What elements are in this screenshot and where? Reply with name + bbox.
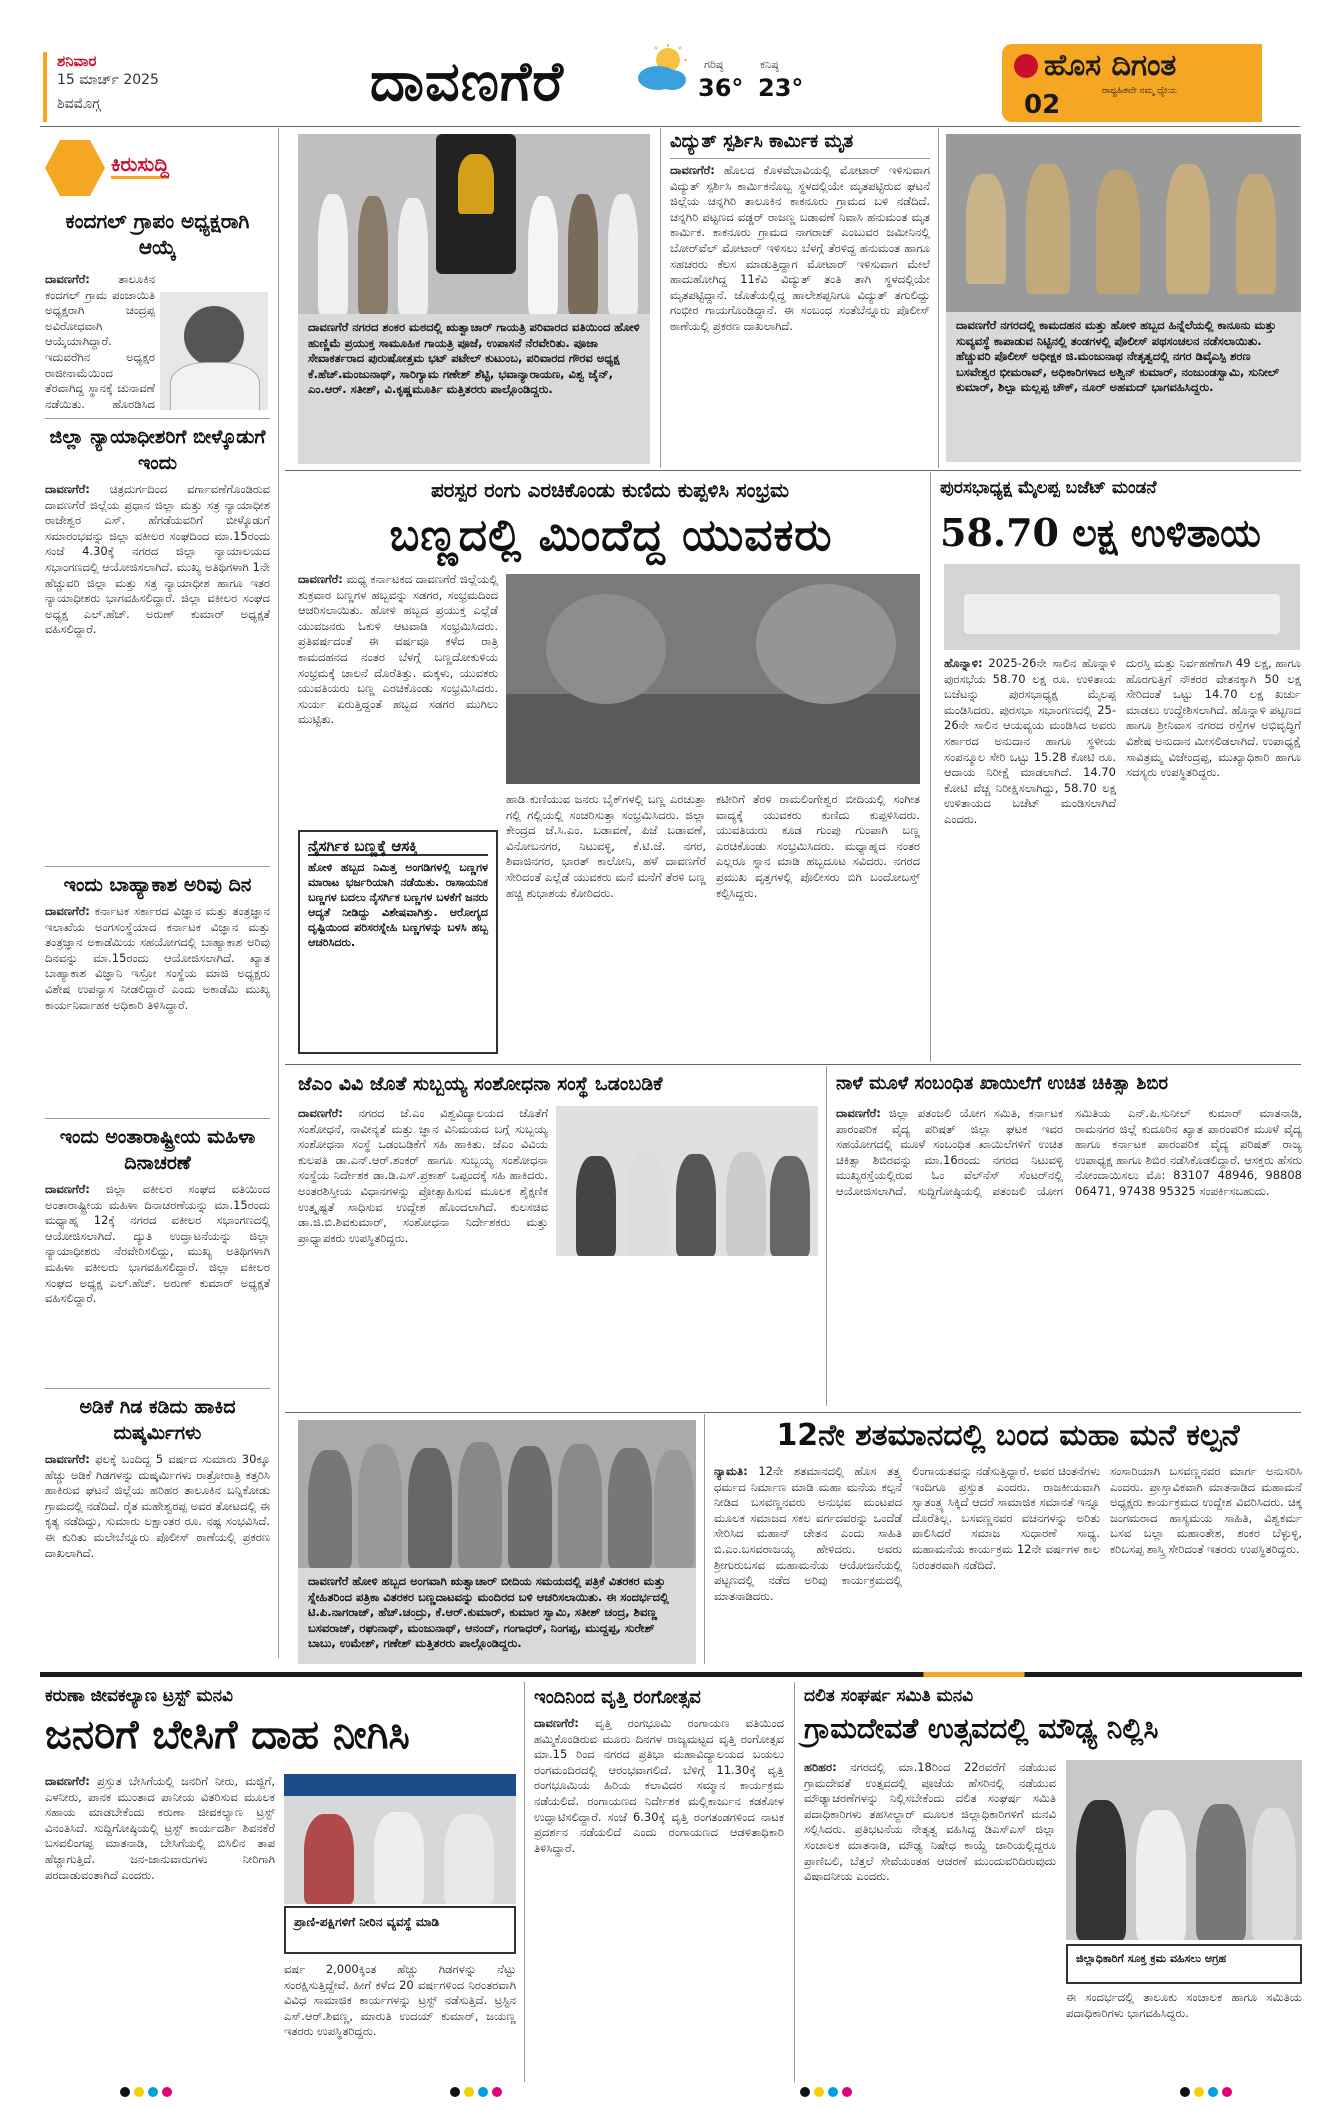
kiru-body <box>45 1182 270 1394</box>
paper-tagline: ರಾಷ್ಟ್ರಹಿತವೇ ನಮ್ಮ ಧ್ಯೇಯ <box>1102 86 1177 96</box>
kiru-item-1 <box>45 208 270 260</box>
color-divider <box>40 1672 1302 1677</box>
budget-body-1-text: 2025-26ನೇ ಸಾಲಿನ ಹೊನ್ನಾಳಿ ಪುರಸಭೆಯ 58.70 ಲಕ್ಷ ರೂ. ಉಳಿತಾಯ ಬಜೆಟನ್ನು ಪುರಸಭಾಧ್ಯಕ್ಷ ಮೈಲಪ್ಪ ಮಂಡಿಸಿದರು. ಪುರಸಭಾ ಸಭಾಂಗಣದಲ್ಲಿ 25-26ನೇ ಸಾಲಿನ ಆಯವ್ಯಯ ಮಂಡಿಸಿದ ಅವರು ಸರ್ಕಾರದ ಅನುದಾನ ಹಾಗೂ ಸ್ಥಳೀಯ ಸಂಪನ್ಮೂಲ ಸೇರಿ ಒಟ್ಟು 15.28 ಕೋಟಿ ರೂ. ಆದಾಯ ನಿರೀಕ್ಷೆ ಮಾಡಲಾಗಿದೆ. 14.70 ಕೋಟಿ ವೆಚ್ಚ ನಿರೀಕ್ಷಿಸಲಾಗಿದ್ದು, 58.70 ಲಕ್ಷ ಉಳಿತಾಯದ ಬಜೆಟ್ ಮಂಡಿಸಲಾಗಿದೆ ಎಂದರು. <box>944 656 1116 826</box>
divider <box>45 418 270 419</box>
karuna-dateline: ದಾವಣಗೆರೆ: <box>45 1774 90 1788</box>
column-rule <box>826 1066 827 1406</box>
gayatri-pooja-caption: ದಾವಣಗೆರೆ ನಗರದ ಶಂಕರ ಮಠದಲ್ಲಿ ಋತ್ವಾಚಾರ್ ಗಾಯತ್ರಿ ಪರಿವಾರದ ವತಿಯಿಂದ ಹೋಳಿ ಹುಣ್ಣಿಮೆ ಪ್ರಯುಕ್ತ ಸಾಮೂಹಿಕ ಗಾಯತ್ರಿ ಪೂಜೆ, ಉಪಾಸನೆ ನೆರವೇರಿತು. ಪೂಜಾ ಸೇವಾಕರ್ತರಾದ ಪುರುಷೋತ್ತಮ ಭಟ್ ಪಟೇಲ್ ಕುಟುಂಬ, ಪರಿವಾರದ ಗೌರವ ಅಧ್ಯಕ್ಷ ಕೆ.ಹೆಚ್.ಮಂಜುನಾಥ್, ಸಾರಿಗ್ಯಾಮ ಗಣೇಶ್ ಶೆಟ್ಟಿ, ಭವಾನ್ಯಾರಾಯಣ, ವಿಶ್ವ ಜೈನ್, ಎಂ.ಆರ್. ಸತೀಶ್, ವಿ.ಕೃಷ್ಣಮೂರ್ತಿ ಮತ್ತಿತರರು ಪಾಲ್ಗೊಂಡಿದ್ದರು. <box>298 314 650 464</box>
mou-body-text: ನಗರದ ಜೆ.ಎಂ ವಿಶ್ವವಿದ್ಯಾಲಯದ ಜೊತೆಗೆ ಸಂಶೋಧನೆ, ನಾವೀನ್ಯತೆ ಮತ್ತು ಜ್ಞಾನ ವಿನಿಮಯದ ಬಗ್ಗೆ ಸುಬ್ಬಯ್ಯ ಸಂಶೋಧನಾ ಸಂಸ್ಥೆ ಒಡಂಬಡಿಕೆಗೆ ಸಹಿ ಹಾಕಿತು. ಜೆಎಂ ವಿವಿಯ ಕುಲಪತಿ ಡಾ.ಎನ್.ಆರ್.ಶಂಕರ್ ಹಾಗೂ ಸುಬ್ಬಯ್ಯ ಸಂಶೋಧನಾ ಸಂಸ್ಥೆಯ ನಿರ್ದೇಶಕ ಡಾ.ಡಿ.ಎಸ್.ಪ್ರಕಾಶ್ ಒಪ್ಪಂದಕ್ಕೆ ಸಹಿ ಹಾಕಿದರು. ಅಂತರಶಿಸ್ತೀಯ ವಿಧಾನಗಳನ್ನು ಪ್ರೋತ್ಸಾಹಿಸುವ ಮೂಲಕ ಶೈಕ್ಷಣಿಕ ಉತ್ಕೃಷ್ಟತೆ ಸಾಧಿಸುವ ಉದ್ದೇಶ ಹೊಂದಲಾಗಿದೆ. ಕುಲಸಚಿವ ಡಾ.ಜಿ.ಬಿ.ಶಿವಕುಮಾರ್, ಸಂಶೋಧನಾ ನಿರ್ದೇಶಕರು ಮತ್ತು ಪ್ರಾಧ್ಯಾಪಕರು ಉಪಸ್ಥಿತರಿದ್ದರು. <box>298 1106 548 1245</box>
column-rule <box>278 128 279 1658</box>
holi-headline: ಬಣ್ಣದಲ್ಲಿ ಮಿಂದೆದ್ದ ಯುವಕರು <box>389 510 833 561</box>
header-date: 15 ಮಾರ್ಚ್ 2025 <box>57 72 159 88</box>
karuna-body-2-text: ವರ್ಷ 2,000ಕ್ಕಿಂತ ಹೆಚ್ಚು ಗಿಡಗಳನ್ನು ನೆಟ್ಟು ಸಂರಕ್ಷಿಸುತ್ತಿದ್ದೇವೆ. ಹೀಗೆ ಕಳೆದ 20 ವರ್ಷಗಳಿಂದ ನಿರಂತರವಾಗಿ ವಿವಿಧ ಸಾಮಾಜಿಕ ಕಾರ್ಯಗಳನ್ನು ಟ್ರಸ್ಟ್ ನಡೆಸುತ್ತಿದೆ. ಟ್ರಸ್ಟಿನ ಎಸ್.ಆರ್.ಶಿವಣ್ಣ, ಮಾರುತಿ ಉದಯ್ ಕುಮಾರ್, ಜಯಣ್ಣ ಇತರರು ಉಪಸ್ಥಿತರಿದ್ದರು. <box>284 1962 516 2039</box>
registration-marks-left <box>120 2087 172 2097</box>
header-day: ಶನಿವಾರ <box>57 52 97 70</box>
drama-dateline: ದಾವಣಗೆರೆ: <box>534 1716 579 1730</box>
divider <box>285 1064 1301 1065</box>
kiru-title: ಇಂದು ಬಾಹ್ಯಾಕಾಶ ಅರಿವು ದಿನ <box>63 874 252 896</box>
worker-death-dateline: ದಾವಣಗೆರೆ: <box>670 163 715 177</box>
registration-marks-right-mid <box>800 2087 852 2097</box>
column-rule <box>660 128 661 468</box>
kiru-body: ತಾಲೂಕಿನ ಕಂದಗಲ್ ಗ್ರಾಮ ಪಂಚಾಯಿತಿ ಅಧ್ಯಕ್ಷರಾಗಿ ಚಂದ್ರಪ್ಪ ಅವಿರೋಧವಾಗಿ ಆಯ್ಕೆಯಾಗಿದ್ದಾರೆ. ಇದುವರೆಗಿನ ಅಧ್ಯಕ್ಷರ ರಾಜೀನಾಮೆಯಿಂದ ತೆರವಾಗಿದ್ದ ಸ್ಥಾನಕ್ಕೆ ಚುನಾವಣೆ ನಡೆಯಿತು. ಹೊರಡಿಸಿದ <box>45 272 155 411</box>
min-temp-label: ಕನಿಷ್ಠ <box>760 58 779 71</box>
holi-box-title: ನೈಸರ್ಗಿಕ ಬಣ್ಣಕ್ಕೆ ಆಸಕ್ತಿ <box>308 838 488 856</box>
holi-box-body: ಹೋಳಿ ಹಬ್ಬದ ನಿಮಿತ್ತ ಅಂಗಡಿಗಳಲ್ಲಿ ಬಣ್ಣಗಳ ಮಾರಾಟ ಭರ್ಜರಿಯಾಗಿ ನಡೆಯಿತು. ರಾಸಾಯನಿಕ ಬಣ್ಣಗಳ ಬದಲು ನೈಸರ್ಗಿಕ ಬಣ್ಣಗಳ ಬಳಕೆಗೆ ಜನರು ಆದ್ಯತೆ ನೀಡಿದ್ದು ವಿಶೇಷವಾಗಿತ್ತು. ಆರೋಗ್ಯದ ದೃಷ್ಟಿಯಿಂದ ಪರಿಸರಸ್ನೇಹಿ ಬಣ್ಣಗಳನ್ನು ಬಳಸಿ ಹಬ್ಬ ಆಚರಿಸಿದರು. <box>308 861 488 949</box>
health-camp-title: ನಾಳೆ ಮೂಳೆ ಸಂಬಂಧಿತ ಖಾಯಿಲೆಗೆ ಉಚಿತ ಚಿಕಿತ್ಸಾ ಶಿಬಿರ <box>836 1073 1168 1094</box>
karuna-body-1 <box>45 1774 275 2078</box>
weather-icon <box>632 44 692 94</box>
maha-mane-body-1-text: 12ನೇ ಶತಮಾನದಲ್ಲಿ ಹೊಸ ತತ್ತ್ವ ಧರ್ಮದ ನಿರ್ಮಾಣ ಮಾಡಿ ಮಹಾ ಮನೆಯ ಕಲ್ಪನೆ ನೀಡಿದ ಬಸವಣ್ಣನವರು ಅನುಭವ ಮಂಟಪದ ಮೂಲಕ ಸಮಾಜದ ಸಕಲ ವರ್ಗದವರನ್ನು ಒಂದೆಡೆ ಸೇರಿಸಿದ ಮಹಾನ್ ಚೇತನ ಎಂದು ಸಾಹಿತಿ ಬಿ.ಎಂ.ಬಸವರಾಜಯ್ಯ ಹೇಳಿದರು. ಅವರು ಶ್ರೀಗುರುಬಸವ ಮಹಾಮನೆಯ ಆಯೋಜನೆಯಲ್ಲಿ ಪಟ್ಟಣದಲ್ಲಿ ನಡೆದ ಅರಿವು ಕಾರ್ಯಕ್ರಮದಲ್ಲಿ ಮಾತನಾಡಿದರು. <box>714 1464 902 1603</box>
dalit-kicker: ದಲಿತ ಸಂಘರ್ಷ ಸಮಿತಿ ಮನವಿ <box>804 1686 974 1706</box>
kiru-item-5 <box>45 1394 270 1662</box>
mou-body-1 <box>298 1106 548 1406</box>
kiru-badge-text: ಕಿರುಸುದ್ದಿ <box>111 152 169 179</box>
karuna-box: ಪ್ರಾಣಿ-ಪಕ್ಷಿಗಳಿಗೆ ನೀರಿನ ವ್ಯವಸ್ಥೆ ಮಾಡಿ <box>284 1906 516 1954</box>
divider <box>285 1412 1301 1413</box>
drama-body-text: ವೃತ್ತಿ ರಂಗಭೂಮಿ ರಂಗಾಯಣ ವತಿಯಿಂದ ಹಮ್ಮಿಕೊಂಡಿರುವ ಮೂರು ದಿನಗಳ ರಾಜ್ಯಮಟ್ಟದ ವೃತ್ತಿ ರಂಗೋತ್ಸವ ಮಾ.15 ರಿಂದ ನಗರದ ಪ್ರತಿಭಾ ಮಹಾವಿದ್ಯಾಲಯದ ಬಯಲು ರಂಗಮಂದಿರದಲ್ಲಿ ಆರಂಭವಾಗಲಿದೆ. ಬೆಳಿಗ್ಗೆ 11.30ಕ್ಕೆ ವೃತ್ತಿ ರಂಗಭೂಮಿಯ ಹಿರಿಯ ಕಲಾವಿದರ ಸಮ್ಮಾನ ಕಾರ್ಯಕ್ರಮ ನಡೆಯಲಿದೆ. ರಂಗಾಯಣದ ನಿರ್ದೇಶಕ ಮಲ್ಲಿಕಾರ್ಜುನ ಕಡಕೋಳ ಉದ್ಘಾಟಿಸಲಿದ್ದಾರೆ. ಸಂಜೆ 6.30ಕ್ಕೆ ವೃತ್ತಿ ರಂಗತಂಡಗಳಿಂದ ನಾಟಕ ಪ್ರದರ್ಶನ ನಡೆಯಲಿದೆ ಎಂದು ರಂಗಾಯಣದ ಆಡಳಿತಾಧಿಕಾರಿ ತಿಳಿಸಿದ್ದಾರೆ. <box>534 1716 784 1855</box>
divider <box>45 1118 270 1119</box>
column-rule <box>704 1414 705 1664</box>
mou-dateline: ದಾವಣಗೆರೆ: <box>298 1106 343 1120</box>
vendors-holi-photo <box>298 1420 696 1568</box>
gayatri-pooja-photo <box>298 134 650 314</box>
maha-mane-body-3 <box>1110 1464 1302 1664</box>
kiru-dateline: ದಾವಣಗೆರೆ: <box>45 1452 90 1466</box>
dalit-photo <box>1066 1760 1302 1940</box>
brand-logo-icon <box>1014 54 1038 78</box>
mou-photo <box>556 1106 818 1256</box>
vendors-holi-caption: ದಾವಣಗೆರೆ ಹೋಳಿ ಹಬ್ಬದ ಅಂಗವಾಗಿ ಋತ್ವಾಚಾರ್ ಬೀದಿಯ ಸಮಯದಲ್ಲಿ ಪತ್ರಿಕೆ ವಿತರಕರ ಮತ್ತು ಸ್ನೇಹಿತರಿಂದ ಪತ್ರಿಕಾ ವಿತರಕರ ಬಣ್ಣದಾಟವನ್ನು ಮಂದಿರದ ಬಳಿ ಆಚರಿಸಲಾಯಿತು. ಈ ಸಂದರ್ಭದಲ್ಲಿ ಟಿ.ಪಿ.ನಾಗರಾಜ್, ಹೆಚ್.ಚಂದ್ರು, ಕೆ.ಆರ್.ಕುಮಾರ್, ಕುಮಾರ ಸ್ವಾಮಿ, ಸತೀಶ್ ಚಂದ್ರ, ಶಿವಣ್ಣ ಬಸವರಾಜ್, ರಘುನಾಥ್, ಮಂಜುನಾಥ್, ಆನಂದ್, ಗಂಗಾಧರ್, ನಿಂಗಪ್ಪ, ಮುದ್ದಪ್ಪ, ಸುರೇಶ್ ಬಾಬು, ಉಮೇಶ್, ಗಣೇಶ್ ಮತ್ತಿತರರು ಪಾಲ್ಗೊಂಡಿದ್ದರು. <box>298 1568 696 1664</box>
worker-death-story <box>670 130 930 463</box>
column-rule <box>938 128 939 468</box>
dalit-headline: ಗ್ರಾಮದೇವತೆ ಉತ್ಸವದಲ್ಲಿ ಮೌಢ್ಯ ನಿಲ್ಲಿಸಿ <box>804 1712 1159 1745</box>
karuna-kicker: ಕರುಣಾ ಜೀವಕಲ್ಯಾಣ ಟ್ರಸ್ಟ್ ಮನವಿ <box>45 1686 233 1706</box>
masthead: ದಾವಣಗೆರೆ <box>370 50 564 113</box>
budget-headline: 58.70 ಲಕ್ಷ ಉಳಿತಾಯ <box>940 510 1261 555</box>
kiru-body <box>45 1452 270 1662</box>
karuna-body-2 <box>284 1962 516 2078</box>
column-rule <box>794 1682 795 2082</box>
kiru-title: ಅಡಿಕೆ ಗಿಡ ಕಡಿದು ಹಾಕಿದ ದುಷ್ಕರ್ಮಿಗಳು <box>79 1396 236 1444</box>
health-camp-dateline: ದಾವಣಗೆರೆ: <box>836 1106 881 1120</box>
karuna-body-1-text: ಪ್ರಸ್ತುತ ಬೇಸಿಗೆಯಲ್ಲಿ ಜನರಿಗೆ ನೀರು, ಮಜ್ಜಿಗೆ, ಎಳನೀರು, ಪಾನಕ ಮುಂತಾದ ಪಾನೀಯ ವಿತರಿಸುವ ಮೂಲಕ ಸಹಾಯ ಮಾಡಬೇಕೆಂದು ಕರುಣಾ ಜೀವಕಲ್ಯಾಣ ಟ್ರಸ್ಟ್ ವಿನಂತಿಸಿದೆ. ಸುದ್ದಿಗೋಷ್ಠಿಯಲ್ಲಿ ಟ್ರಸ್ಟ್ ಕಾರ್ಯದರ್ಶಿ ಶಿವನಕೆರೆ ಬಸವಲಿಂಗಪ್ಪ ಮಾತನಾಡಿ, ಬೇಸಿಗೆಯಲ್ಲಿ ಬಿಸಿಲಿನ ತಾಪ ಹೆಚ್ಚಾಗುತ್ತಿದೆ. ಜನ-ಜಾನುವಾರುಗಳು ನೀರಿಗಾಗಿ ಪರದಾಡುವಂತಾಗಿದೆ ಎಂದರು. <box>45 1774 275 1882</box>
maha-mane-title: 12ನೇ ಶತಮಾನದಲ್ಲಿ ಬಂದ ಮಹಾ ಮನೆ ಕಲ್ಪನೆ <box>776 1418 1240 1453</box>
person-photo <box>160 292 268 410</box>
karuna-photo <box>284 1774 516 1904</box>
budget-kicker: ಪುರಸಭಾಧ್ಯಕ್ಷ ಮೈಲಪ್ಪ ಬಜೆಟ್ ಮಂಡನೆ <box>940 478 1157 498</box>
kiru-title: ಜಿಲ್ಲಾ ನ್ಯಾಯಾಧೀಶರಿಗೆ ಬೀಳ್ಕೊಡುಗೆ ಇಂದು <box>49 426 266 474</box>
kiru-badge <box>45 140 255 196</box>
dalit-body-2-text: ಈ ಸಂದರ್ಭದಲ್ಲಿ ತಾಲೂಕು ಸಂಚಾಲಕ ಹಾಗೂ ಸಮಿತಿಯ ಪದಾಧಿಕಾರಿಗಳು ಭಾಗವಹಿಸಿದ್ದರು. <box>1066 1990 1302 2020</box>
holi-dateline: ದಾವಣಗೆರೆ: <box>298 572 343 586</box>
health-camp-body <box>836 1106 1302 1406</box>
budget-photo <box>944 564 1300 650</box>
worker-death-text: ಹೊಲದ ಕೊಳವೆಬಾವಿಯಲ್ಲಿ ಮೋಟಾರ್ ಇಳಿಸುವಾಗ ವಿದ್ಯುತ್ ಸ್ಪರ್ಶಿಸಿ ಕಾರ್ಮಿಕನೊಬ್ಬ ಸ್ಥಳದಲ್ಲಿಯೇ ಮೃತಪಟ್ಟಿರುವ ಘಟನೆ ಜಿಲ್ಲೆಯ ಚನ್ನಗಿರಿ ತಾಲೂಕಿನ ಕಾಕನೂರು ಗ್ರಾಮದ ಬಳಿ ನಡೆದಿದೆ. ಚನ್ನಗಿರಿ ಪಟ್ಟಣದ ವಡ್ಡರ್ ರಾಜಣ್ಣ ಬಡಾವಣೆ ನಿವಾಸಿ ಹನುಮಂತ ಮೃತ ಕಾರ್ಮಿಕ. ಕಾಕನೂರು ಗ್ರಾಮದ ನಾಗರಾಜ್ ಎಂಬುವರ ಜಮೀನಿನಲ್ಲಿ ಬೋರ್‌ವೆಲ್ ಮೋಟಾರ್ ಇಳಿಸಲು ಬೆಳಗ್ಗೆ ತೆರಳಿದ್ದ ಹನುಮಂತ ಹಾಗೂ ಸಹಚರರು ಕೆಲಸ ಮಾಡುತ್ತಿದ್ದಾಗ ಮೋಟಾರ್ ಇಳಿಸುವಾಗ ಮೇಲೆ ಹಾದುಹೋಗಿದ್ದ 11ಕೆವಿ ವಿದ್ಯುತ್ ತಂತಿ ತಾಗಿ ಸ್ಥಳದಲ್ಲಿಯೇ ಮೃತಪಟ್ಟಿದ್ದಾನೆ. ಜೊತೆಯಲ್ಲಿದ್ದ ಹಾಲೇಶಪ್ಪನಿಗೂ ವಿದ್ಯುತ್ ತಗುಲಿದ್ದು ಗಂಭೀರ ಗಾಯಗೊಂಡಿದ್ದಾನೆ. ಈ ಸಂಬಂಧ ಸಂತೆಬೆನ್ನೂರು ಪೊಲೀಸ್ ಠಾಣೆಯಲ್ಲಿ ಪ್ರಕರಣ ದಾಖಲಾಗಿದೆ. <box>670 163 930 333</box>
dalit-body-2 <box>1066 1990 1302 2078</box>
kiru-dateline: ದಾವಣಗೆರೆ: <box>45 904 90 918</box>
column-rule <box>524 1682 525 2082</box>
kiru-body-text: ಚಿತ್ರದುರ್ಗದಿಂದ ವರ್ಗಾವಣೆಗೊಂಡಿರುವ ದಾವಣಗೆರೆ ಜಿಲ್ಲೆಯ ಪ್ರಧಾನ ಜಿಲ್ಲಾ ಮತ್ತು ಸತ್ರ ನ್ಯಾಯಾಧೀಶ ರಾಜೇಶ್ವರ ಎಸ್. ಹೆಗಡೆಯವರಿಗೆ ಬೀಳ್ಕೊಡುಗೆ ಸಮಾರಂಭವನ್ನು ಜಿಲ್ಲಾ ವಕೀಲರ ಸಂಘದಿಂದ ಮಾ.15ರಂದು ಸಂಜೆ 4.30ಕ್ಕೆ ನಗರದ ಜಿಲ್ಲಾ ನ್ಯಾಯಾಲಯದ ಸಭಾಂಗಣದಲ್ಲಿ ಆಯೋಜಿಸಲಾಗಿದೆ. ಮುಖ್ಯ ಅತಿಥಿಗಳಾಗಿ 1ನೇ ಹೆಚ್ಚುವರಿ ಜಿಲ್ಲಾ ಮತ್ತು ಸತ್ರ ನ್ಯಾಯಾಧೀಶ ಹಾಗೂ ಇತರ ನ್ಯಾಯಾಧೀಶರು ಭಾಗವಹಿಸಲಿದ್ದಾರೆ. ಜಿಲ್ಲಾ ವಕೀಲರ ಸಂಘದ ಅಧ್ಯಕ್ಷ ಎಲ್.ಹೆಚ್. ಅರುಣ್ ಕುಮಾರ್ ಅಧ್ಯಕ್ಷತೆ ವಹಿಸಲಿದ್ದಾರೆ. <box>45 482 270 637</box>
kiru-item-3 <box>45 872 270 1134</box>
holi-body-1 <box>298 572 498 822</box>
drama-title: ಇಂದಿನಿಂದ ವೃತ್ತಿ ರಂಗೋತ್ಸವ <box>534 1687 701 1708</box>
header-rule <box>40 126 1300 127</box>
budget-body-2 <box>1126 656 1301 1054</box>
dalit-body-text: ನಗರದಲ್ಲಿ ಮಾ.18ರಿಂದ 22ರವರೆಗೆ ನಡೆಯುವ ಗ್ರಾಮದೇವತೆ ಉತ್ಸವದಲ್ಲಿ ಪೂಜೆಯ ಹೆಸರಿನಲ್ಲಿ ನಡೆಯುವ ಮೌಢ್ಯಾಚರಣೆಗಳನ್ನು ನಿಲ್ಲಿಸಬೇಕೆಂದು ದಲಿತ ಸಂಘರ್ಷ ಸಮಿತಿ ಪದಾಧಿಕಾರಿಗಳು ತಹಸೀಲ್ದಾರ್ ಮೂಲಕ ಜಿಲ್ಲಾಧಿಕಾರಿಗಳಿಗೆ ಮನವಿ ಸಲ್ಲಿಸಿದರು. ಪ್ರತಿಭಟನೆಯ ನೇತೃತ್ವ ವಹಿಸಿದ್ದ ಡಿಎಸ್‌ಎಸ್ ಜಿಲ್ಲಾ ಸಂಚಾಲಕ ಮಾತನಾಡಿ, ಮೌಢ್ಯ ನಿಷೇಧ ಕಾಯ್ದೆ ಜಾರಿಯಲ್ಲಿದ್ದರೂ ಪ್ರಾಣಿಬಲಿ, ಬೆತ್ತಲೆ ಸೇವೆಯಂತಹ ಆಚರಣೆ ಮುಂದುವರಿದಿರುವುದು ವಿಷಾದನೀಯ ಎಂದರು. <box>804 1760 1056 1884</box>
holi-body-2-text: ಹಾಡಿ ಕುಣಿಯುವ ಜನರು ಬೈಕ್‌ಗಳಲ್ಲಿ ಬಣ್ಣ ಎರಚುತ್ತಾ ಗಲ್ಲಿ ಗಲ್ಲಿಯಲ್ಲಿ ಸಂಚರಿಸುತ್ತಾ ಸಂಭ್ರಮಿಸಿದರು. ಜಿಲ್ಲಾ ಕೇಂದ್ರದ ಜೆ.ಸಿ.ಎಂ. ಬಡಾವಣೆ, ಪಿಜೆ ಬಡಾವಣೆ, ವಿನೋಬನಗರ, ನಿಟುವಳ್ಳಿ, ಕೆ.ಟಿ.ಜೆ. ನಗರ, ಶಿವಾಜಿನಗರ, ಭಾರತ್ ಕಾಲೋನಿ, ಹಳೆ ದಾವಣಗೆರೆ ಸೇರಿದಂತೆ ಎಲ್ಲೆಡೆ ಯುವಕರು ಮನೆ ಮನೆಗೆ ತೆರಳಿ ಬಣ್ಣ ಹಚ್ಚಿ ಶುಭಾಶಯ ಕೋರಿದರು. <box>506 792 706 900</box>
kiru-body <box>45 482 270 777</box>
kiru-item-2 <box>45 424 270 777</box>
kiru-dateline: ದಾವಣಗೆರೆ: <box>45 1182 90 1196</box>
holi-body-1-text: ಮಧ್ಯ ಕರ್ನಾಟಕದ ದಾವಣಗೆರೆ ಜಿಲ್ಲೆಯಲ್ಲಿ ಶುಕ್ರವಾರ ಬಣ್ಣಗಳ ಹಬ್ಬವನ್ನು ಸಡಗರ, ಸಂಭ್ರಮದಿಂದ ಆಚರಿಸಲಾಯಿತು. ಹೋಳಿ ಹಬ್ಬದ ಪ್ರಯುಕ್ತ ಎಲ್ಲೆಡೆ ಯುವಜನರು ಓಕುಳಿ ಆಟವಾಡಿ ಸಂಭ್ರಮಿಸಿದರು. ಪ್ರತಿವರ್ಷದಂತೆ ಈ ವರ್ಷವೂ ಕಳೆದ ರಾತ್ರಿ ಕಾಮದಹನದ ನಂತರ ಬೆಳಗ್ಗೆ ಬಣ್ಣದೋಕುಳಿಯ ಸಂಭ್ರಮಕ್ಕೆ ಚಾಲನೆ ದೊರೆತಿತ್ತು. ಮಕ್ಕಳು, ಯುವಕರು ಯುವತಿಯರು ಬಣ್ಣ ಎರಚಿಕೊಂಡು ಸಂಭ್ರಮಿಸಿದರು. ಸುರ್ಯ ಏರುತ್ತಿದ್ದಂತೆ ಹಬ್ಬದ ಸಡಗರ ಮುಗಿಲು ಮುಟ್ಟಿತು. <box>298 572 498 727</box>
kiru-dateline: ದಾವಣಗೆರೆ: <box>45 482 90 496</box>
worker-death-body <box>670 163 930 463</box>
kiru-body-text: ಕರ್ನಾಟಕ ಸರ್ಕಾರದ ವಿಜ್ಞಾನ ಮತ್ತು ತಂತ್ರಜ್ಞಾನ ಇಲಾಖೆಯ ಅಂಗಸಂಸ್ಥೆಯಾದ ಕರ್ನಾಟಕ ವಿಜ್ಞಾನ ಮತ್ತು ತಂತ್ರಜ್ಞಾನ ಅಕಾಡೆಮಿಯ ಸಹಯೋಗದಲ್ಲಿ ಬಾಹ್ಯಾಕಾಶ ಅರಿವು ದಿನವನ್ನು ಮಾ.15ರಂದು ಆಯೋಜಿಸಲಾಗಿದೆ. ಖ್ಯಾತ ಬಾಹ್ಯಾಕಾಶ ವಿಜ್ಞಾನಿ ಇಸ್ರೋ ಸಂಸ್ಥೆಯ ಮಾಜಿ ಅಧ್ಯಕ್ಷರು ವಿಶೇಷ ಉಪನ್ಯಾಸ ನೀಡಲಿದ್ದಾರೆ ಎಂದು ಅಕಾಡೆಮಿ ಮುಖ್ಯ ಕಾರ್ಯನಿರ್ವಾಹಕ ಅಧಿಕಾರಿ ತಿಳಿಸಿದ್ದಾರೆ. <box>45 904 270 1012</box>
dalit-dateline: ಹರಿಹರ: <box>804 1760 837 1774</box>
budget-dateline: ಹೊನ್ನಾಳಿ: <box>944 656 983 670</box>
worker-death-title: ವಿದ್ಯುತ್ ಸ್ಪರ್ಶಿಸಿ ಕಾರ್ಮಿಕ ಮೃತ <box>670 130 930 159</box>
divider <box>45 1388 270 1389</box>
mou-title: ಜೆಎಂ ವಿವಿ ಜೊತೆ ಸುಬ್ಬಯ್ಯ ಸಂಶೋಧನಾ ಸಂಸ್ಥೆ ಒಡಂಬಡಿಕೆ <box>298 1073 663 1095</box>
holi-body-2 <box>506 792 706 1054</box>
min-temp: 23° <box>758 74 804 102</box>
holi-body-3 <box>716 792 920 1054</box>
budget-body-2-text: ದುರಸ್ತಿ ಮತ್ತು ನಿರ್ವಹಣೆಗಾಗಿ 49 ಲಕ್ಷ, ಹಾಗೂ ಹೊರಗುತ್ತಿಗೆ ನೌಕರರ ವೇತನಕ್ಕಾಗಿ 50 ಲಕ್ಷ ಸೇರಿದಂತೆ ಒಟ್ಟು 14.70 ಲಕ್ಷ ಖರ್ಚು ಮಾಡಲು ಉದ್ದೇಶಿಸಲಾಗಿದೆ. ಹೊನ್ನಾಳಿ ಪಟ್ಟಣದ ಹಾಗೂ ಶ್ರೀನಿವಾಸ ನಗರದ ರಸ್ತೆಗಳ ಅಭಿವೃದ್ಧಿಗೆ ವಿಶೇಷ ಅನುದಾನ ಮೀಸಲಿಡಲಾಗಿದೆ. ಉಪಾಧ್ಯಕ್ಷೆ ಸಾವಿತ್ರಮ್ಮ ವಿಜೇಂದ್ರಪ್ಪ, ಮುಖ್ಯಾಧಿಕಾರಿ ಹಾಗೂ ಸದಸ್ಯರು ಉಪಸ್ಥಿತರಿದ್ದರು. <box>1126 656 1301 780</box>
page-number: 02 <box>1024 90 1061 120</box>
header-city: ಶಿವಮೊಗ್ಗ <box>57 96 101 112</box>
budget-body-1 <box>944 656 1116 1054</box>
kiru-body <box>45 904 270 1134</box>
kiru-body-text: ಜಿಲ್ಲಾ ವಕೀಲರ ಸಂಘದ ವತಿಯಿಂದ ಅಂತಾರಾಷ್ಟ್ರೀಯ ಮಹಿಳಾ ದಿನಾಚರಣೆಯನ್ನು ಮಾ.15ರಂದು ಮಧ್ಯಾಹ್ನ 12ಕ್ಕೆ ನಗರದ ವಕೀಲರ ಸಭಾಂಗಣದಲ್ಲಿ ಆಯೋಜಿಸಲಾಗಿದೆ. ದ್ಯುತಿ ಉದ್ಘಾಟನೆಯನ್ನು ಜಿಲ್ಲಾ ನ್ಯಾಯಾಧೀಶರು ನೆರವೇರಿಸಲಿದ್ದು, ಮುಖ್ಯ ಅತಿಥಿಗಳಾಗಿ ಮಹಿಳಾ ವಕೀಲರು ಭಾಗವಹಿಸಲಿದ್ದಾರೆ. ಜಿಲ್ಲಾ ವಕೀಲರ ಸಂಘದ ಅಧ್ಯಕ್ಷ ಎಲ್.ಹೆಚ್. ಅರುಣ್ ಕುಮಾರ್ ಅಧ್ಯಕ್ಷತೆ ವಹಿಸಲಿದ್ದಾರೆ. <box>45 1182 270 1306</box>
holi-crowd-photo <box>506 574 920 784</box>
maha-mane-body-3-text: ಸಂಸಾರಿಯಾಗಿ ಬಸವಣ್ಣನವರ ಮಾರ್ಗ ಅನುಸರಿಸಿ ಎಂದರು. ಪ್ರಾಸ್ತಾವಿಕವಾಗಿ ಮಾತನಾಡಿದ ಮಹಾಮನೆ ಅಧ್ಯಕ್ಷರು ಕಾರ್ಯಕ್ರಮದ ಉದ್ದೇಶ ವಿವರಿಸಿದರು. ಚಿಕ್ಕ ಜಂಗಮರಾದ ಹಾಸ್ಯಮಯ ಸಾಹಿತಿ, ವಿಶ್ವಕರ್ಮ ಬಸವ ಬಲ್ಲಾ ಮಹಾಂತೇಶ, ಶಂಕರ ಬೆಳ್ಳುಳ್ಳಿ, ಕರಿಬಸಪ್ಪ ಶಾಸ್ತ್ರಿ ಸೇರಿದಂತೆ ಇತರರು ಉಪಸ್ಥಿತರಿದ್ದರು. <box>1110 1464 1302 1556</box>
divider <box>45 866 270 867</box>
kiru-body-text: ಫಲಕ್ಕೆ ಬಂದಿದ್ದ 5 ವರ್ಷದ ಸುಮಾರು 30ಕ್ಕೂ ಹೆಚ್ಚು ಅಡಿಕೆ ಗಿಡಗಳನ್ನು ದುಷ್ಕರ್ಮಿಗಳು ರಾತ್ರೋರಾತ್ರಿ ಕತ್ತರಿಸಿ ಹಾಕಿರುವ ಘಟನೆ ಜಿಲ್ಲೆಯ ಹರಿಹರ ತಾಲೂಕಿನ ಬನ್ನಿಕೋಡು ಗ್ರಾಮದಲ್ಲಿ ನಡೆದಿದೆ. ರೈತ ಮಹೇಶ್ವರಪ್ಪ ಅವರ ತೋಟದಲ್ಲಿ ಈ ಕೃತ್ಯ ನಡೆದಿದ್ದು, ಸುಮಾರು ಲಕ್ಷಾಂತರ ರೂ. ನಷ್ಟ ಸಂಭವಿಸಿದೆ. ಈ ಕುರಿತು ಮಲೇಬೆನ್ನೂರು ಪೊಲೀಸ್ ಠಾಣೆಯಲ್ಲಿ ಪ್ರಕರಣ ದಾಖಲಾಗಿದೆ. <box>45 1452 270 1560</box>
police-march-photo <box>946 134 1301 312</box>
kiru-body-1 <box>45 272 155 412</box>
header-left <box>43 52 347 122</box>
holi-body-3-text: ಕಟೀರಿಗೆ ತೆರಳಿ ರಾಮಲಿಂಗೇಶ್ವರ ಬೀದಿಯಲ್ಲಿ ಸಂಗೀತ ವಾದ್ಯಕ್ಕೆ ಯುವಕರು ಕುಣಿದು ಕುಪ್ಪಳಿಸಿದರು. ಯುವತಿಯರು ಕೂಡ ಗುಂಪು ಗುಂಪಾಗಿ ಬಣ್ಣ ಎರಚಿಕೊಂಡು ಸಂಭ್ರಮಿಸಿದರು. ಮಧ್ಯಾಹ್ನದ ನಂತರ ಎಲ್ಲರೂ ಸ್ನಾನ ಮಾಡಿ ಹಬ್ಬದೂಟ ಸವಿದರು. ನಗರದ ಪ್ರಮುಖ ವೃತ್ತಗಳಲ್ಲಿ ಪೊಲೀಸರು ಬಿಗಿ ಬಂದೋಬಸ್ತ್ ಕಲ್ಪಿಸಿದ್ದರು. <box>716 792 920 900</box>
divider <box>285 470 1301 471</box>
max-temp-label: ಗರಿಷ್ಠ <box>704 58 724 71</box>
registration-marks-right <box>1180 2087 1232 2097</box>
hand-icon <box>45 140 105 196</box>
kiru-title: ಕಂದಗಲ್ ಗ್ರಾಪಂ ಅಧ್ಯಕ್ಷರಾಗಿ ಆಯ್ಕೆ <box>65 209 250 259</box>
max-temp: 36° <box>698 74 744 102</box>
kiru-title: ಇಂದು ಅಂತಾರಾಷ್ಟ್ರೀಯ ಮಹಿಳಾ ದಿನಾಚರಣೆ <box>59 1126 256 1174</box>
health-camp-text: ಜಿಲ್ಲಾ ಪತಂಜಲಿ ಯೋಗ ಸಮಿತಿ, ಕರ್ನಾಟಕ ಪಾರಂಪರಿಕ ವೈದ್ಯ ಪರಿಷತ್ ಜಿಲ್ಲಾ ಘಟಕ ಇವರ ಸಹಯೋಗದಲ್ಲಿ ಮೂಳೆ ಸಂಬಂಧಿತ ಖಾಯಿಲೆಗಳಿಗೆ ಉಚಿತ ಚಿಕಿತ್ಸಾ ಶಿಬಿರವನ್ನು ಮಾ.16ರಂದು ನಗರದ ನಿಟುವಳ್ಳಿ ಮುಖ್ಯರಸ್ತೆಯಲ್ಲಿರುವ ಓಂ ವೆಲ್‌ನೆಸ್ ಸೆಂಟರ್‌ನಲ್ಲಿ ಆಯೋಜಿಸಲಾಗಿದೆ. ಸುದ್ದಿಗೋಷ್ಠಿಯಲ್ಲಿ ಪತಂಜಲಿ ಯೋಗ ಸಮಿತಿಯ ಎನ್.ಪಿ.ಸುನೀಲ್ ಕುಮಾರ್ ಮಾತನಾಡಿ, ರಾಮನಗರ ಜಿಲ್ಲೆ ಕುದೂರಿನ ಖ್ಯಾತ ಪಾರಂಪರಿಕ ಮೂಳೆ ವೈದ್ಯ ಹಾಗೂ ಕರ್ನಾಟಕ ಪಾರಂಪರಿಕ ವೈದ್ಯ ಪರಿಷತ್ ರಾಜ್ಯ ಉಪಾಧ್ಯಕ್ಷ ಹಾಗೂ ಶಿಬಿರ ನಡೆಸಿಕೊಡಲಿದ್ದಾರೆ. ಆಸಕ್ತರು ಹೆಸರು ನೋಂದಾಯಿಸಲು ಮೊ: 83107 48946, 98808 06471, 97438 95325 ಸಂಪರ್ಕಿಸಬಹುದು. <box>836 1106 1302 1198</box>
kiru-item-4 <box>45 1124 270 1394</box>
paper-brand <box>1002 44 1262 122</box>
police-march-caption: ದಾವಣಗೆರೆ ನಗರದಲ್ಲಿ ಕಾಮದಹನ ಮತ್ತು ಹೋಳಿ ಹಬ್ಬದ ಹಿನ್ನೆಲೆಯಲ್ಲಿ ಕಾನೂನು ಮತ್ತು ಸುವ್ಯವಸ್ಥೆ ಕಾಪಾಡುವ ನಿಟ್ಟಿನಲ್ಲಿ ತಂಡಗಳಲ್ಲಿ ಪೊಲೀಸ್ ಪಥಸಂಚಲನ ನಡೆಸಲಾಯಿತು. ಹೆಚ್ಚುವರಿ ಪೊಲೀಸ್ ಅಧೀಕ್ಷಕ ಜಿ.ಮಂಜುನಾಥ ನೇತೃತ್ವದಲ್ಲಿ ನಗರ ಡಿವೈಎಸ್ಪಿ ಶರಣ ಬಸವೇಶ್ವರ ಭೀಮರಾವ್, ಅಧಿಕಾರಿಗಳಾದ ಅಶ್ವಿನ್ ಕುಮಾರ್, ನಂಜುಂಡಸ್ವಾಮಿ, ಸುನೀಲ್ ಕುಮಾರ್, ಶಿಲ್ಪಾ ಮಲ್ಲಪ್ಪ ಚೌಕ್, ನೂರ್ ಅಹಮದ್ ಭಾಗವಹಿಸಿದ್ದರು. <box>946 312 1301 462</box>
maha-mane-body-2 <box>912 1464 1100 1664</box>
karuna-headline: ಜನರಿಗೆ ಬೇಸಿಗೆ ದಾಹ ನೀಗಿಸಿ <box>45 1712 410 1758</box>
paper-name: ಹೊಸ ದಿಗಂತ <box>1044 48 1177 83</box>
drama-body <box>534 1716 784 2078</box>
registration-marks-mid <box>450 2087 502 2097</box>
holi-kicker: ಪರಸ್ಪರ ರಂಗು ಎರಚಿಕೊಂಡು ಕುಣಿದು ಕುಪ್ಪಳಿಸಿ ಸಂಭ್ರಮ <box>430 478 790 502</box>
dalit-body <box>804 1760 1056 2078</box>
column-rule <box>930 472 931 1062</box>
maha-mane-body-1 <box>714 1464 902 1664</box>
maha-mane-body-2-text: ಲಿಂಗಾಯತವನ್ನು ನಡೆಸುತ್ತಿದ್ದಾರೆ. ಅವರ ಚಿಂತನೆಗಳು ಇಂದಿಗೂ ಪ್ರಸ್ತುತ ಎಂದರು. ರಾಜಕೀಯವಾಗಿ ಸ್ವಾತಂತ್ರ್ಯ ಸಿಕ್ಕಿದೆ ಆದರೆ ಸಾಮಾಜಿಕ ಸಮಾನತೆ ಇನ್ನೂ ದೊರೆತಿಲ್ಲ. ಬಸವಣ್ಣನವರ ವಚನಗಳನ್ನು ಅರಿತು ಪಾಲಿಸಿದರೆ ಸಮಾಜ ಸುಧಾರಣೆ ಸಾಧ್ಯ. ಮಹಾಮನೆಯ ಕಾರ್ಯಕ್ರಮ 12ನೇ ವರ್ಷಗಳ ಕಾಲ ನಿರಂತರವಾಗಿ ನಡೆದಿದೆ. <box>912 1464 1100 1572</box>
holi-sidebar-box <box>298 830 498 1054</box>
maha-mane-dateline: ನ್ಯಾಮತಿ: <box>714 1464 748 1478</box>
dalit-box: ಜಿಲ್ಲಾಧಿಕಾರಿಗೆ ಸೂಕ್ತ ಕ್ರಮ ವಹಿಸಲು ಆಗ್ರಹ <box>1066 1944 1302 1984</box>
kiru-dateline: ದಾವಣಗೆರೆ: <box>45 272 90 286</box>
